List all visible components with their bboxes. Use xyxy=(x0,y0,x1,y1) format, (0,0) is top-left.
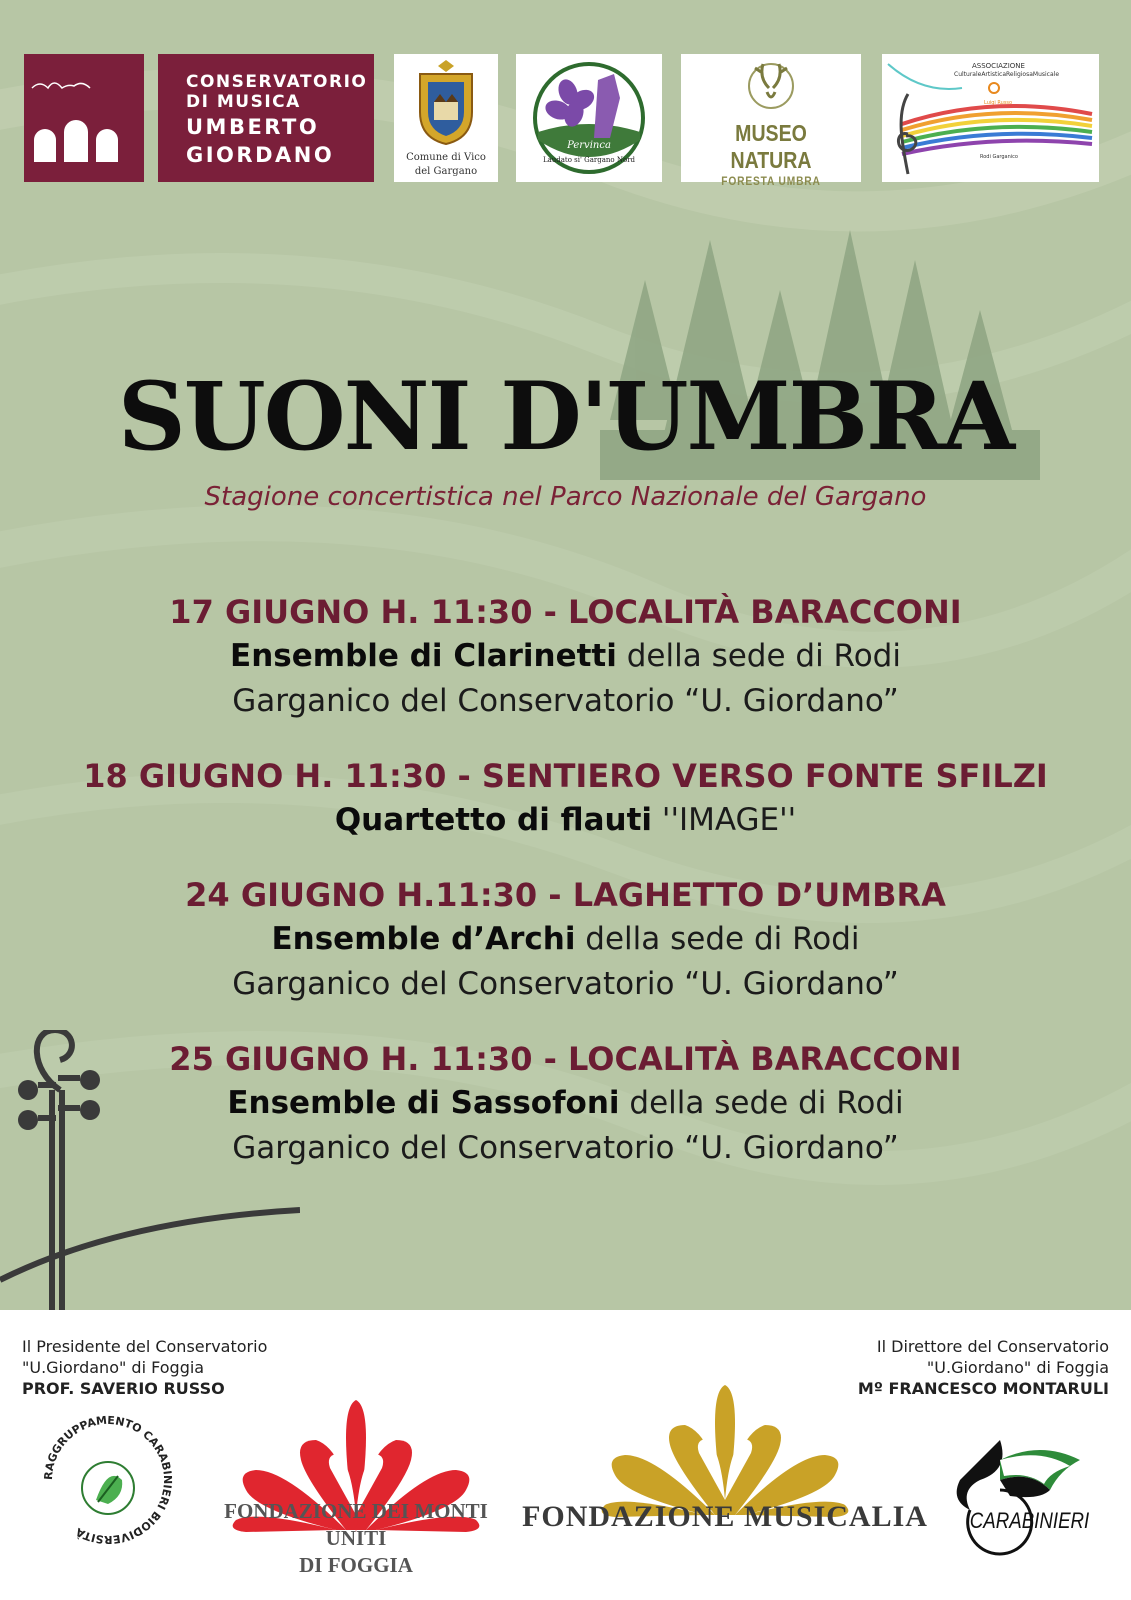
event-description xyxy=(0,1081,1131,1126)
footer xyxy=(0,1310,1131,1600)
fondazione-musicalia-text: FONDAZIONE MUSICALIA xyxy=(522,1500,928,1533)
event-ensemble: Ensemble di Sassofoni xyxy=(227,1085,620,1121)
conservatorio-arches-icon xyxy=(24,54,144,182)
vico-caption-line2: del Gargano xyxy=(414,166,478,177)
assoc-line4: Rodi Garganico xyxy=(980,154,1018,160)
event-description xyxy=(0,917,1131,962)
president-name: PROF. SAVERIO RUSSO xyxy=(22,1379,225,1398)
event-item xyxy=(0,754,1131,843)
director-name: Mº FRANCESCO MONTARULI xyxy=(857,1379,1109,1398)
comune-vico-logo xyxy=(394,54,498,182)
poster-title: SUONI D'UMBRA xyxy=(117,362,1014,472)
director-institution: "U.Giordano" di Foggia xyxy=(926,1358,1109,1377)
event-description xyxy=(0,798,1131,843)
assoc-line2: CulturaleArtisticaReligiosaMusicale xyxy=(954,71,1060,78)
assoc-line1: ASSOCIAZIONE xyxy=(972,62,1025,70)
assoc-line3: Luigi Russo xyxy=(984,100,1013,106)
conservatorio-line4: GIORDANO xyxy=(186,143,335,167)
vico-caption-line1: Comune di Vico xyxy=(406,152,486,163)
pervinca-logo xyxy=(516,54,662,182)
president-institution: "U.Giordano" di Foggia xyxy=(22,1358,205,1377)
coat-of-arms-icon xyxy=(394,54,498,146)
event-desc-rest2: Garganico del Conservatorio “U. Giordano” xyxy=(232,1130,899,1166)
event-desc-rest1: della sede di Rodi xyxy=(619,1085,904,1121)
event-desc-rest1: della sede di Rodi xyxy=(575,921,860,957)
event-ensemble: Ensemble di Clarinetti xyxy=(230,638,617,674)
museo-line1: MUSEO NATURA xyxy=(730,120,812,173)
carabinieri-text: CARABINIERI xyxy=(969,1508,1090,1533)
music-rainbow-icon xyxy=(882,54,1099,182)
event-list xyxy=(0,590,1131,1171)
event-date: 24 GIUGNO H.11:30 - LAGHETTO D’UMBRA xyxy=(185,876,946,914)
poster-subtitle: Stagione concertistica nel Parco Nazionale del Gargano xyxy=(204,482,927,512)
fondazione-monti-line1: FONDAZIONE DEI MONTI UNITI xyxy=(224,1499,488,1550)
event-date: 18 GIUGNO H. 11:30 - SENTIERO VERSO FONTE SFILZI xyxy=(83,757,1048,795)
carabinieri-biodiversita-seal xyxy=(38,1410,178,1550)
pervinca-flower-icon xyxy=(516,54,662,182)
museo-line2: FORESTA UMBRA xyxy=(721,174,821,188)
conservatorio-line3: UMBERTO xyxy=(186,115,320,139)
conservatorio-logo-mark xyxy=(24,54,144,182)
event-desc-rest2: Garganico del Conservatorio “U. Giordano” xyxy=(232,966,899,1002)
conservatorio-logo-text xyxy=(158,54,374,182)
museo-natura-logo xyxy=(681,54,861,188)
conservatorio-line2: DI MUSICA xyxy=(186,92,301,112)
pervinca-name: Pervinca xyxy=(567,140,611,151)
president-role: Il Presidente del Conservatorio xyxy=(22,1337,268,1356)
fondazione-monti-line2: DI FOGGIA xyxy=(299,1553,413,1577)
seal-outer-text: RAGGRUPPAMENTO CARABINIERI BIODIVERSITÀ xyxy=(41,1413,175,1547)
event-item xyxy=(0,590,1131,724)
event-item xyxy=(0,1037,1131,1171)
deer-antler-icon xyxy=(741,54,801,112)
associazione-logo xyxy=(882,54,1099,182)
pervinca-tagline: Laudato si' Gargano Nord xyxy=(542,156,636,164)
fondazione-monti-text xyxy=(196,1498,516,1579)
event-desc-rest2: Garganico del Conservatorio “U. Giordano” xyxy=(232,683,899,719)
conservatorio-line1: CONSERVATORIO xyxy=(186,72,368,92)
event-date: 17 GIUGNO H. 11:30 - LOCALITÀ BARACCONI xyxy=(169,593,962,631)
event-description xyxy=(0,634,1131,679)
partner-logos xyxy=(0,54,1131,188)
event-ensemble: Quartetto di flauti xyxy=(334,802,653,838)
event-desc-rest1: della sede di Rodi xyxy=(616,638,901,674)
director-role: Il Direttore del Conservatorio xyxy=(876,1337,1109,1356)
event-date: 25 GIUGNO H. 11:30 - LOCALITÀ BARACCONI xyxy=(169,1040,962,1078)
carabinieri-flame-logo xyxy=(940,1420,1090,1560)
event-desc-rest1: ''IMAGE'' xyxy=(652,802,797,838)
event-ensemble: Ensemble d’Archi xyxy=(271,921,576,957)
event-item xyxy=(0,873,1131,1007)
